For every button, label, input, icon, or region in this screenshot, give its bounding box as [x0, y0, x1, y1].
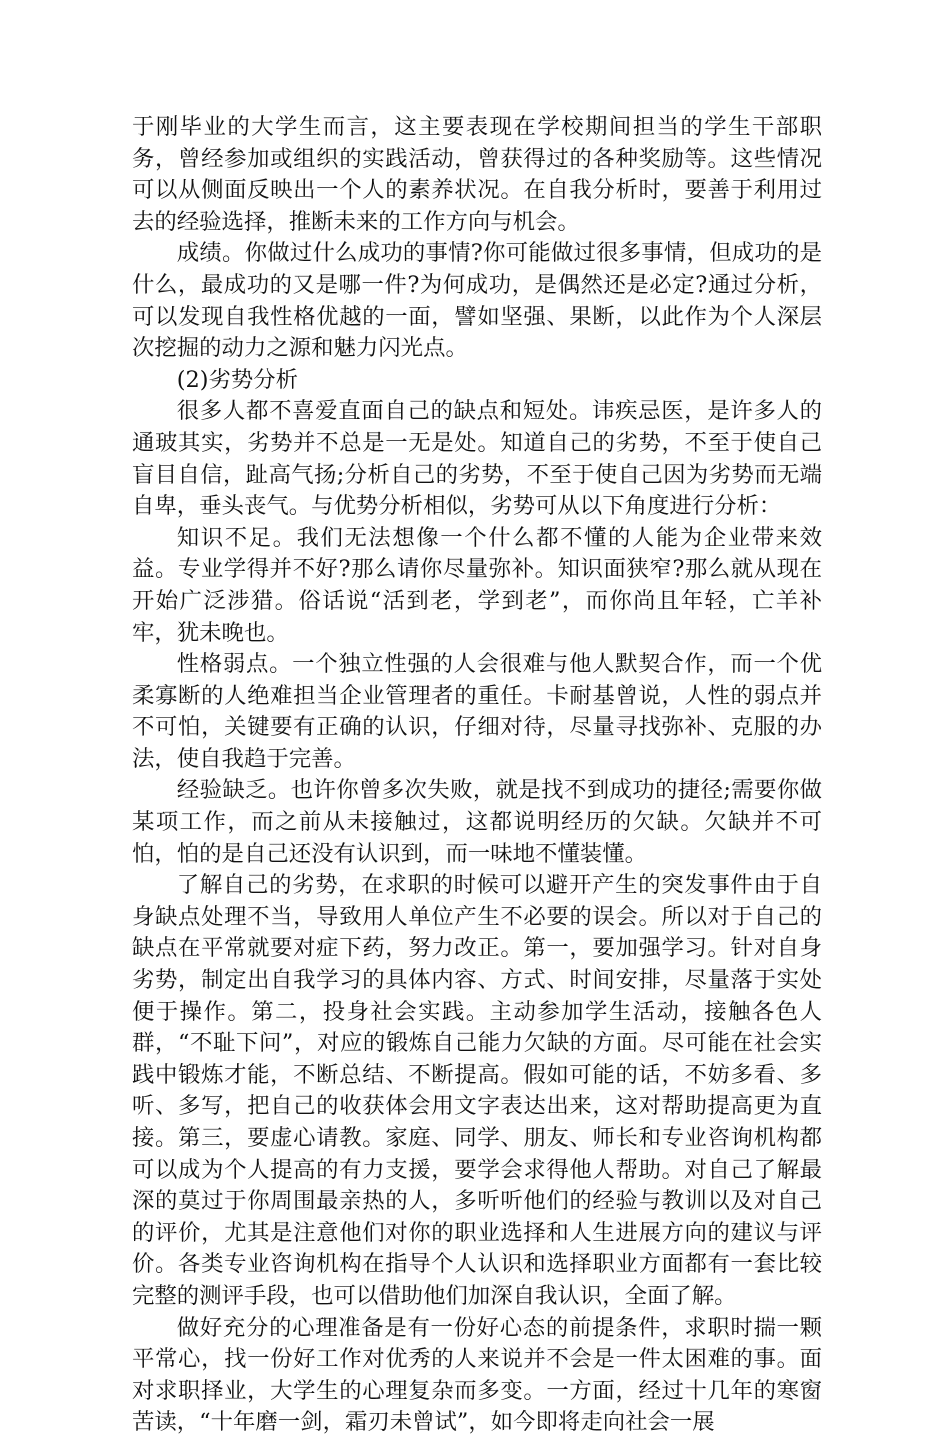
paragraph-weakness-intro: 很多人都不喜爱直面自己的缺点和短处。讳疾忌医，是许多人的通玻其实，劣势并不总是一无是处。知道自己的劣势，不至于使自己盲目自信，趾高气扬;分析自己的劣势，不至于使自己因为劣势而无端自卑，垂头丧气。与优势分析相似，劣势可从以下角度进行分析：	[132, 398, 822, 520]
paragraph-lack-of-experience: 经验缺乏。也许你曾多次失败，就是找不到成功的捷径;需要你做某项工作，而之前从未接触过，这都说明经历的欠缺。欠缺并不可怕，怕的是自己还没有认识到，而一味地不懂装懂。	[132, 777, 822, 867]
section-heading-weakness-analysis: (2)劣势分析	[176, 366, 299, 393]
paragraph-knowledge-gap: 知识不足。我们无法想像一个什么都不懂的人能为企业带来效益。专业学得并不好?那么请你尽量弥补。知识面狭窄?那么就从现在开始广泛涉猎。俗话说“活到老，学到老”，而你尚且年轻，亡羊补牢，犹未晚也。	[132, 524, 822, 646]
paragraph-experience-continued: 于刚毕业的大学生而言，这主要表现在学校期间担当的学生干部职务，曾经参加或组织的实践活动，曾获得过的各种奖励等。这些情况可以从侧面反映出一个人的素养状况。在自我分析时，要善于利用过去的经验选择，推断未来的工作方向与机会。	[132, 114, 822, 235]
paragraph-achievements: 成绩。你做过什么成功的事情?你可能做过很多事情，但成功的是什么，最成功的又是哪一件?为何成功，是偶然还是必定?通过分析，可以发现自我性格优越的一面，譬如坚强、果断，以此作为个人深层次挖掘的动力之源和魅力闪光点。	[132, 240, 822, 362]
paragraph-understanding-weakness: 了解自己的劣势，在求职的时候可以避开产生的突发事件由于自身缺点处理不当，导致用人单位产生不必要的误会。所以对于自己的缺点在平常就要对症下药，努力改正。第一，要加强学习。针对自身劣势，制定出自我学习的具体内容、方式、时间安排，尽量落于实处便于操作。第二，投身社会实践。主动参加学生活动，接触各色人群，“不耻下问”，对应的锻炼自己能力欠缺的方面。尽可能在社会实践中锻炼才能，不断总结、不断提高。假如可能的话，不妨多看、多听、多写，把自己的收获体会用文字表达出来，这对帮助提高更为直接。第三，要虚心请教。家庭、同学、朋友、师长和专业咨询机构都可以成为个人提高的有力支援，要学会求得他人帮助。对自己了解最深的莫过于你周围最亲热的人，多听听他们的经验与教训以及对自己的评价，尤其是注意他们对你的职业选择和人生进展方向的建议与评价。各类专业咨询机构在指导个人认识和选择职业方面都有一套比较完整的测评手段，也可以借助他们加深自我认识，全面了解。	[132, 872, 822, 1309]
paragraph-mental-preparation: 做好充分的心理准备是有一份好心态的前提条件，求职时揣一颗平常心，找一份好工作对优秀的人来说并不会是一件太困难的事。面对求职择业，大学生的心理复杂而多变。一方面，经过十几年的寒窗苦读，“十年磨一剑，霜刃未曾试”，如今即将走向社会一展	[132, 1314, 822, 1436]
paragraph-personality-weakness: 性格弱点。一个独立性强的人会很难与他人默契合作，而一个优柔寡断的人绝难担当企业管理者的重任。卡耐基曾说，人性的弱点并不可怕，关键要有正确的认识，仔细对待，尽量寻找弥补、克服的办法，使自我趋于完善。	[132, 651, 822, 772]
document-page	[132, 112, 822, 1439]
